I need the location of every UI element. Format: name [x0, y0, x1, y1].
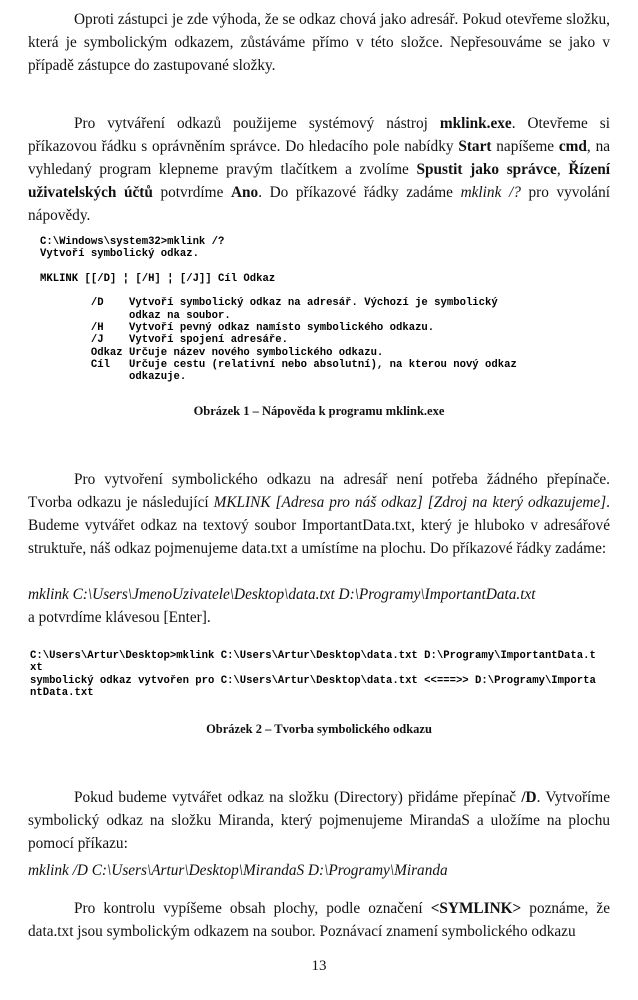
figure-caption-2: Obrázek 2 – Tvorba symbolického odkazu	[206, 722, 432, 736]
text-run: Pokud budeme vytvářet odkaz na složku (Directory) přidáme přepínač	[74, 789, 522, 806]
paragraph-mklink-tool	[28, 112, 610, 227]
text-run: . Vytvoříme symbolický odkaz na složku Miranda, který pojmenujeme MirandaS a uložíme na plochu pomocí příkazu:	[28, 789, 610, 852]
figure-caption-1: Obrázek 1 – Nápověda k programu mklink.exe	[193, 404, 445, 418]
console-mklink-output: C:\Users\Artur\Desktop>mklink C:\Users\Artur\Desktop\data.txt D:\Programy\ImportantData.t xt symbolický odkaz vytvořen pro C:\Users\Artur\Desktop\data.txt <<===>> D:\Programy\Importa ntData.txt	[30, 650, 596, 699]
bold-term: <SYMLINK>	[430, 900, 522, 917]
command-example-file: mklink C:\Users\JmenoUzivatele\Desktop\data.txt D:\Programy\ImportantData.txt	[28, 586, 536, 603]
paragraph-confirm: a potvrdíme klávesou [Enter].	[28, 609, 211, 626]
bold-term: Ano	[230, 184, 259, 201]
italic-term: MKLINK [Adresa pro náš odkaz] [Zdroj na který odkazujeme]	[213, 494, 607, 511]
paragraph-check-desktop	[28, 897, 610, 943]
text-run: . Do příkazové řádky zadáme	[258, 184, 461, 201]
command-example-directory: mklink /D C:\Users\Artur\Desktop\MirandaS D:\Programy\Miranda	[28, 862, 448, 879]
bold-term: Start	[458, 138, 492, 155]
paragraph-symlink-directory	[28, 786, 610, 855]
bold-term: mklink.exe	[439, 115, 512, 132]
text-run: poznáme, že data.txt jsou symbolickým odkazem na soubor. Poznávací znamení symbolického odkazu	[28, 900, 610, 940]
text-run: , na vyhledaný program klepneme pravým tlačítkem a zvolíme	[28, 138, 611, 178]
text-run: Pro vytváření odkazů použijeme systémový nástroj	[74, 115, 440, 132]
text-run: Pro kontrolu vypíšeme obsah plochy, podle označení	[74, 900, 431, 917]
italic-term: mklink /?	[460, 184, 521, 201]
text-run: pro vyvolání nápovědy.	[28, 184, 610, 224]
text-run: . Budeme vytvářet odkaz na textový soubor ImportantData.txt, který je hluboko v adresářové struktuře, náš odkaz pojmenujeme data.txt a umístíme na plochu. Do příkazové řádky zadáme:	[28, 494, 610, 557]
page-number: 13	[311, 958, 327, 974]
text-run: potvrdíme	[152, 184, 231, 201]
paragraph-intro: Oproti zástupci je zde výhoda, že se odkaz chová jako adresář. Pokud otevřeme složku, která je symbolickým odkazem, zůstáváme přímo v této složce. Nepřesouváme se jako v případě zástupce do zastupované složky.	[28, 11, 610, 74]
bold-term: /D	[521, 789, 537, 806]
console-mklink-help: C:\Windows\system32>mklink /? Vytvoří symbolický odkaz. MKLINK [[/D] ¦ [/H] ¦ [/J]] Cíl Odkaz /D Vytvoří symbolický odkaz na adresář. Výchozí je symbolický odkaz na soubor. /H Vytvoří pevný odkaz namísto symbolického odkazu. /J Vytvoří spojení adresáře. Odkaz Určuje název nového symbolického odkazu. Cíl Určuje cestu (relativní nebo absolutní), na kterou nový odkaz odkazuje.	[40, 236, 517, 384]
text-run: napíšeme	[491, 138, 559, 155]
text-run: Pro vytvoření symbolického odkazu na adresář není potřeba žádného přepínače. Tvorba odkazu je následující	[28, 471, 610, 511]
bold-term: cmd	[558, 138, 587, 155]
bold-term: Řízení uživatelských účtů	[28, 161, 610, 201]
bold-term: Spustit jako správce	[416, 161, 557, 178]
paragraph-symlink-file	[28, 468, 610, 560]
text-run: ,	[556, 161, 569, 178]
text-run: . Otevřeme si příkazovou řádku s oprávněním správce. Do hledacího pole nabídky	[28, 115, 611, 155]
